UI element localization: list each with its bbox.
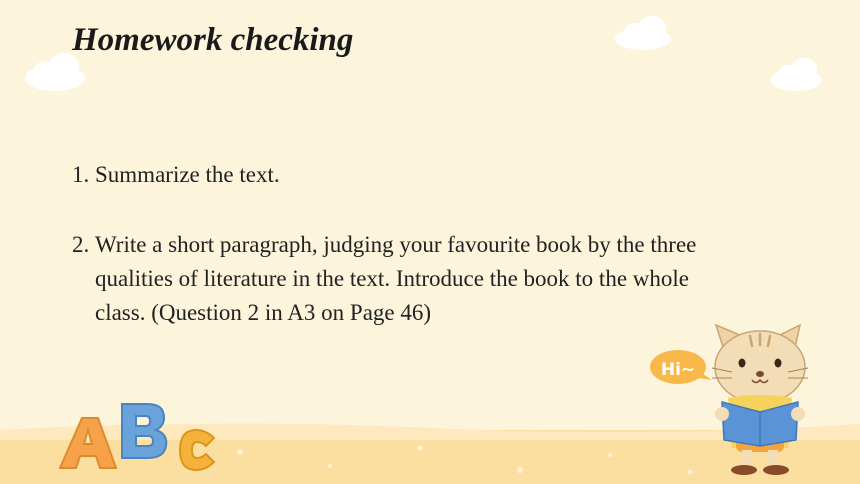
cloud-icon <box>770 58 822 91</box>
item-text: Summarize the text. <box>95 162 280 187</box>
slide-title: Homework checking <box>72 22 354 58</box>
homework-item-1 <box>72 158 280 192</box>
item-number: 2. <box>72 232 90 257</box>
item-number: 1. <box>72 162 90 187</box>
item-text: Write a short paragraph, judging your favourite book by the three qualities of literature in the text. Introduce the book to the whole class. (Question 2 in A3 on Page 46) <box>95 232 697 325</box>
cloud-icon <box>615 16 671 50</box>
homework-item-2 <box>72 228 712 330</box>
speech-bubble-text: Hi~ <box>660 360 696 380</box>
letter-b-icon <box>122 404 166 458</box>
